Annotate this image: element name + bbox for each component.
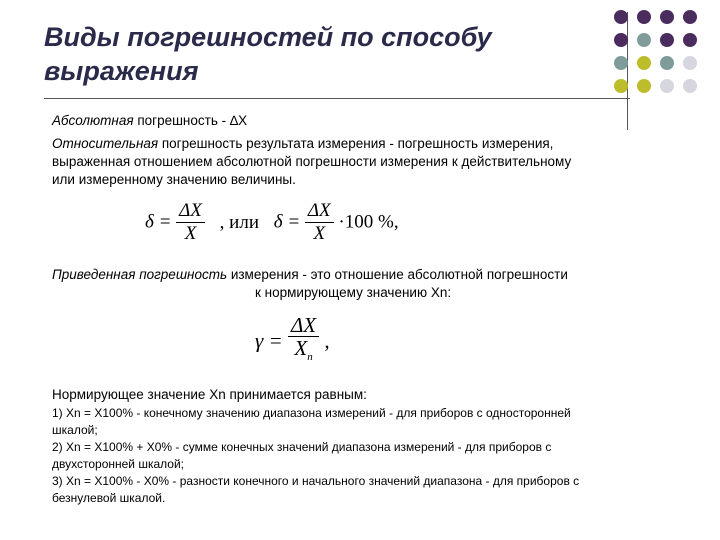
norm-item-3-line-2: безнулевой шкалой. [52,491,166,505]
decorative-dot [660,10,674,24]
formula-tail: ·100 %, [338,211,399,233]
fraction-2 [305,200,334,245]
decorative-dot [637,79,651,93]
norm-item-1-line-1: 1) Xn = X100% - конечному значению диапазона измерений - для приборов с односторонней [52,406,571,420]
fraction-3-den [288,337,319,368]
fraction-3-den-main: X [294,336,308,360]
fraction-3 [288,314,319,368]
norm-item-1-line-2: шкалой; [52,423,98,437]
formula-separator: , или [219,211,259,233]
norm-item-2-line-1: 2) Xn = X100% + X0% - сумме конечных значений диапазона измерений - для приборов с [52,440,552,454]
relative-error-line-2: выраженная отношением абсолютной погрешности измерения к действительному [52,154,572,169]
delta-lhs: δ = [145,211,172,233]
decorative-dot [614,79,628,93]
decorative-dot [614,33,628,47]
absolute-term: Абсолютная [52,113,134,128]
reduced-rest: измерения - это отношение абсолютной погрешности [227,267,568,282]
relative-error-formula [145,200,399,245]
decorative-dot [637,56,651,70]
decorative-dots [614,10,714,110]
decorative-dot [637,10,651,24]
fraction-3-den-sub: n [307,351,313,364]
delta-lhs-2: δ = [273,211,301,233]
decorative-dot [683,33,697,47]
gamma-lhs: γ = [255,328,283,353]
relative-rest: погрешность результата измерения - погрешность измерения, [158,136,554,151]
decorative-dot [637,33,651,47]
decorative-dot [683,10,697,24]
reduced-term: Приведенная погрешность [52,267,228,282]
relative-term: Относительная [52,136,159,151]
reduced-error-line-2: к нормирующему значению Xn: [255,285,452,300]
fraction-1-num: ΔX [176,200,205,223]
decorative-dot [614,56,628,70]
relative-error-line-3: или измеренному значению величины. [52,172,296,187]
decorative-dot [683,56,697,70]
decorative-dot [660,79,674,93]
norm-item-2-line-2: двухсторонней шкалой; [52,457,184,471]
fraction-1-den: X [184,223,197,244]
fraction-2-den: X [313,223,326,244]
relative-error-line-1 [52,135,553,152]
fraction-3-num: ΔX [288,314,319,337]
decorative-dot [660,33,674,47]
reduced-error-line-1 [52,266,568,283]
formula-2-tail: , [324,328,330,353]
reduced-error-formula [255,314,330,368]
horizontal-divider [44,98,630,99]
slide-title: Виды погрешностей по способу выражения [44,22,492,86]
decorative-dot [660,56,674,70]
fraction-2-num: ΔX [305,200,334,223]
decorative-dot [614,10,628,24]
fraction-1 [176,200,205,245]
norm-item-3-line-1: 3) Xn = X100% - X0% - разности конечного и начального значений диапазона - для приборов с [52,474,580,488]
decorative-dot [683,79,697,93]
absolute-error-line [52,112,247,129]
norm-intro: Нормирующее значение Xn принимается равным: [52,387,367,402]
absolute-rest: погрешность - ∆X [133,113,248,128]
